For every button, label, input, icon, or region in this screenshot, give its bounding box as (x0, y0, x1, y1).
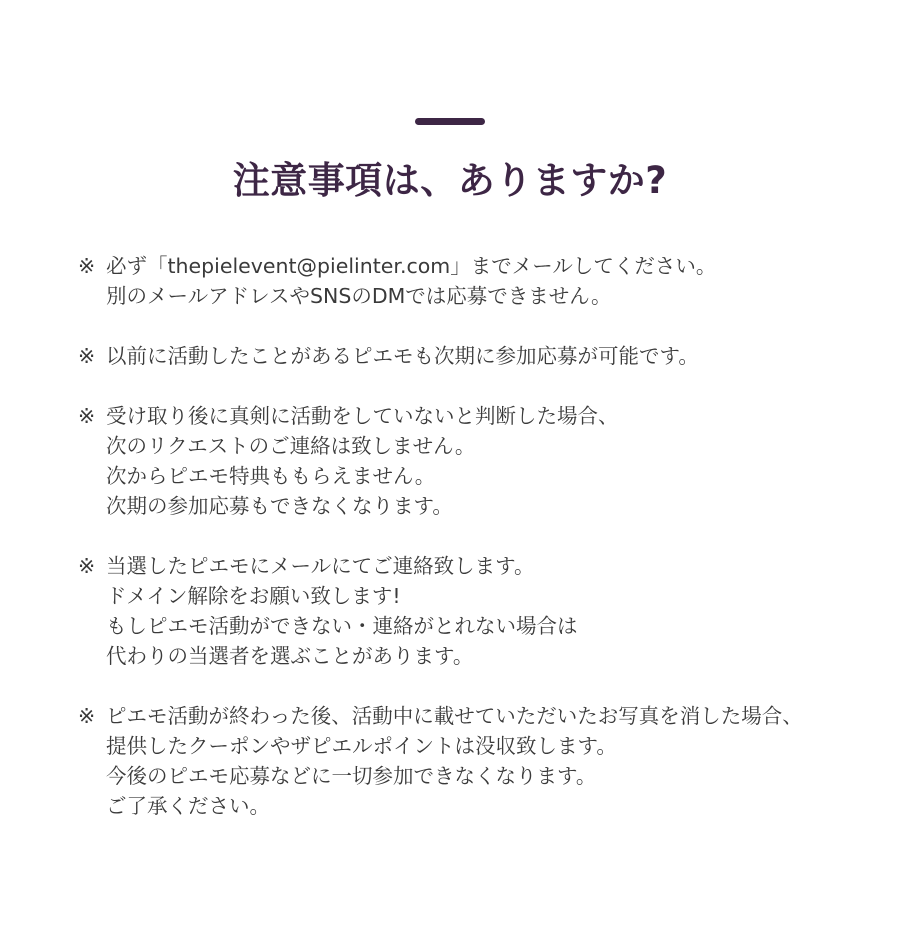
notes-list (78, 251, 878, 851)
note-mark: ※ (78, 704, 96, 728)
note-line: 別のメールアドレスやSNSのDMでは応募できません。 (106, 284, 612, 308)
page-title: 注意事項は、ありますか? (232, 159, 668, 202)
note-item (78, 341, 878, 371)
note-line: 当選したピエモにメールにてご連絡致します。 (106, 554, 535, 578)
note-line: 次期の参加応募もできなくなります。 (106, 494, 453, 518)
note-line: 次のリクエストのご連絡は致しません。 (106, 434, 476, 458)
note-line: 代わりの当選者を選ぶことがあります。 (106, 644, 474, 668)
title-accent-bar (415, 118, 485, 125)
note-body (106, 551, 878, 671)
note-line: 必ず「thepielevent@pielinter.com」までメールしてください。 (106, 254, 717, 278)
note-line: 提供したクーポンやザピエルポイントは没収致します。 (106, 734, 617, 758)
note-line: ドメイン解除をお願い致します! (106, 584, 401, 608)
note-line: もしピエモ活動ができない・連絡がとれない場合は (106, 614, 578, 638)
note-mark: ※ (78, 554, 96, 578)
note-body (106, 251, 878, 311)
note-mark: ※ (78, 344, 96, 368)
note-line: 受け取り後に真剣に活動をしていないと判断した場合、 (106, 404, 619, 428)
note-body (106, 401, 878, 521)
note-item (78, 401, 878, 521)
note-line: ご了承ください。 (106, 794, 270, 818)
note-line: 以前に活動したことがあるピエモも次期に参加応募が可能です。 (106, 344, 699, 368)
note-line: 次からピエモ特典ももらえません。 (106, 464, 436, 488)
note-body (106, 341, 878, 371)
note-mark: ※ (78, 254, 96, 278)
note-body (106, 701, 878, 821)
note-line: ピエモ活動が終わった後、活動中に載せていただいたお写真を消した場合、 (106, 704, 803, 728)
note-line: 今後のピエモ応募などに一切参加できなくなります。 (106, 764, 597, 788)
note-item (78, 251, 878, 311)
note-item (78, 551, 878, 671)
note-mark: ※ (78, 404, 96, 428)
note-item (78, 701, 878, 821)
